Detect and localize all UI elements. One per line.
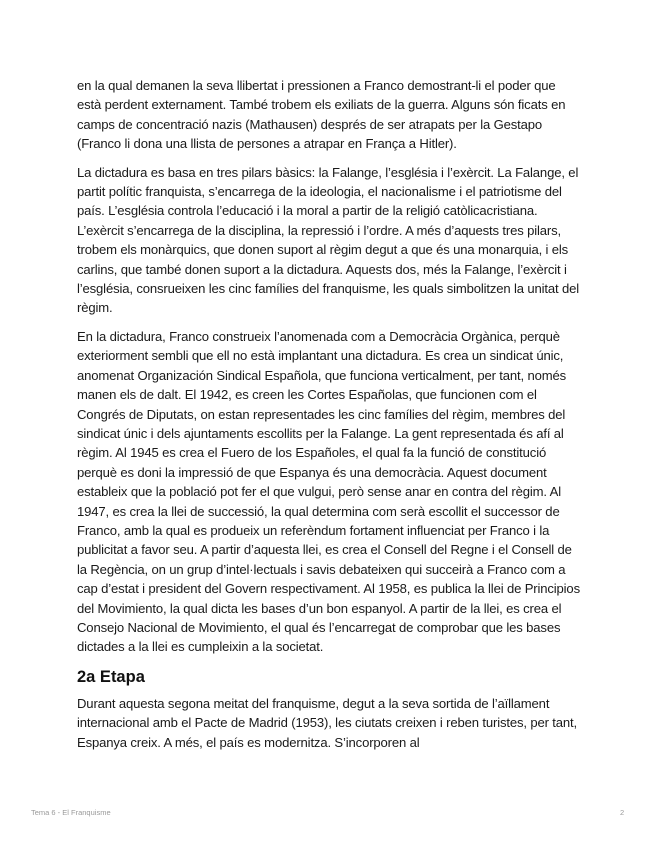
footer-page-number: 2 (620, 808, 625, 817)
paragraph-pillars: La dictadura es basa en tres pilars bàsics: la Falange, l’església i l’exèrcit. La Falange, el partit polític franquista, s’encarrega de la ideologia, el nacionalisme i el patriotisme del país. L’església controla l’educació i la moral a partir de la religió catòlicacristiana. L’exèrcit s’encarrega de la disciplina, la repressió i l’ordre. A més d’aquests tres pilars, trobem els monàrquics, que donen suport al règim degut a que és una monarquia, i els carlins, que també donen suport a la dictadura. Aquests dos, més la Falange, l’exèrcit i l’església, consrueixen les cinc famílies del franquisme, les quals simbolitzen la unitat del règim. (77, 164, 580, 316)
document-body (77, 76, 582, 761)
section-heading: 2a Etapa (77, 667, 145, 686)
paragraph-organic-democracy: En la dictadura, Franco construeix l’anomenada com a Democràcia Orgànica, perquè exteriorment sembli que ell no està implantant una dictadura. Es crea un sindicat únic, anomenat Organización Sindical Española, que funciona verticalment, per tant, només manen els de dalt. El 1942, es creen les Cortes Españolas, que funcionen com el Congrés de Diputats, on estan representades les cinc famílies del règim, membres del sindicat únic i dels ajuntaments escollits per la Falange. La gent representada és afí al règim. Al 1945 es crea el Fuero de los Españoles, el qual fa la funció de constitució perquè es doni la impressió de que Espanya és una democràcia. Aquest document estableix que la població pot fer el que vulgui, però sense anar en contra del règim. Al 1947, es crea la llei de successió, la qual determina com serà escollit el successor de Franco, amb la qual es produeix un referèndum fortament influenciat per Franco i la publicitat a favor seu. A partir d’aquesta llei, es crea el Consell del Regne i el Consell de la Regència, on un grup d’intel·lectuals i savis debateixen qui succeirà a Franco com a cap d’estat i president del Govern respectivament. Al 1958, es publica la llei de Principios del Movimiento, la qual dicta les bases d’un bon espanyol. A partir de la llei, es crea el Consejo Nacional de Movimiento, el qual és l’encarregat de comprobar que les bases dictades a la llei es cumpleixin a la societat. (77, 328, 580, 655)
paragraph-exiles: en la qual demanen la seva llibertat i pressionen a Franco demostrant-li el poder que està perdent externament. També trobem els exiliats de la guerra. Alguns són ficats en camps de concentració nazis (Mathausen) després de ser atrapats per la Gestapo (Franco li dona una llista de persones a atrapar en França a Hitler). (77, 78, 566, 152)
footer-document-title: Tema 6 - El Franquisme (31, 808, 111, 817)
paragraph-second-stage: Durant aquesta segona meitat del franquisme, degut a la seva sortida de l’aïllament internacional amb el Pacte de Madrid (1953), les ciutats creixen i reben turistes, per tant, Espanya creix. A més, el país es modernitza. S’incorporen al (77, 695, 578, 750)
